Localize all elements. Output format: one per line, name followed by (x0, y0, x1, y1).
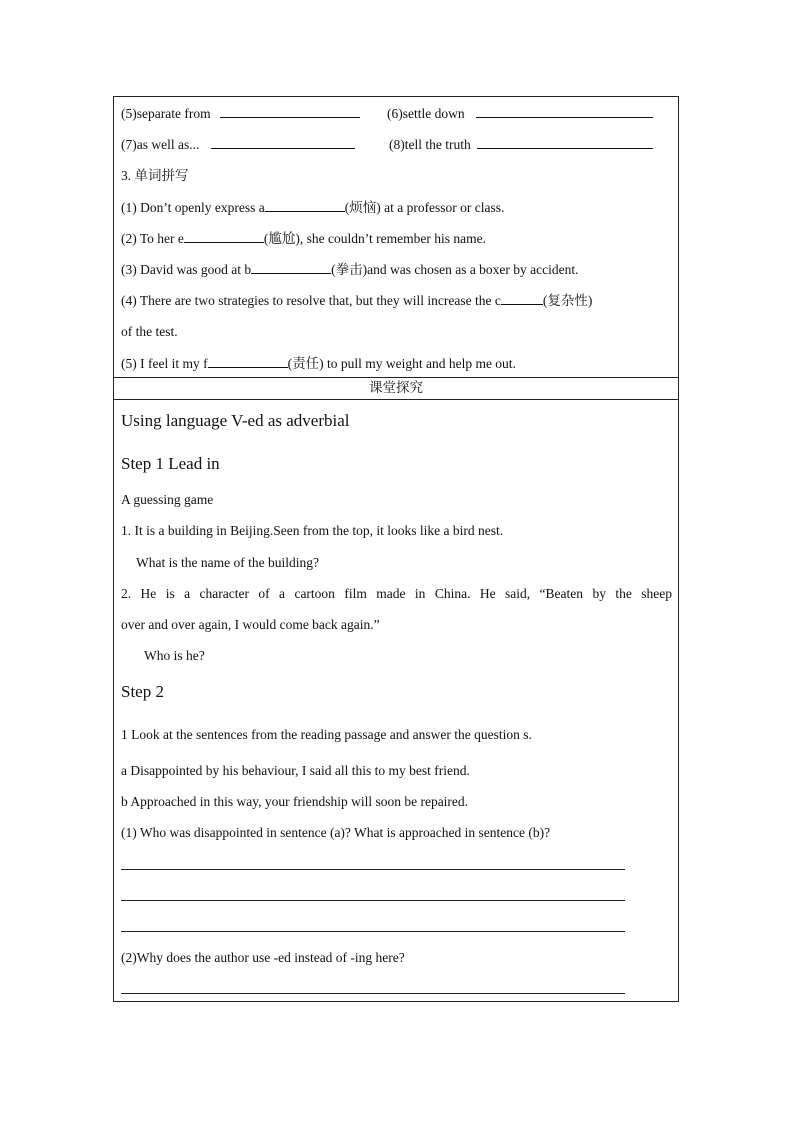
main-title: Using language V-ed as adverbial (121, 411, 350, 430)
row-divider-top (114, 377, 678, 378)
phrase-8-blank[interactable] (477, 136, 653, 149)
spelling-item-4: (4) There are two strategies to resolve that, but they will increase the c (复杂性) (121, 293, 593, 308)
phrase-8: (8)tell the truth (389, 137, 471, 152)
step2-instruction: 1 Look at the sentences from the reading passage and answer the question s. (121, 727, 532, 742)
phrase-row-2-right (389, 136, 653, 154)
step1-title: Step 1 Lead in (121, 454, 220, 473)
step2-sentence-b: b Approached in this way, your friendship will soon be repaired. (121, 794, 469, 809)
spelling-item-5: (5) I feel it my f (责任) to pull my weight and help me out. (121, 356, 516, 371)
spelling-1-blank[interactable] (265, 199, 345, 212)
step1-question-2-line2: over and over again, I would come back again.” (121, 617, 380, 632)
spelling-item-3: (3) David was good at b (拳击)and was chosen as a boxer by accident. (121, 262, 579, 277)
spelling-5-blank[interactable] (208, 355, 288, 368)
answer-line-4[interactable] (121, 993, 625, 994)
spelling-4-blank[interactable] (501, 292, 543, 305)
phrase-5: (5)separate from (121, 106, 211, 121)
phrase-row-1-right (387, 105, 653, 123)
answer-line-2[interactable] (121, 900, 625, 901)
spelling-item-2: (2) To her e (尴尬), she couldn’t remember his name. (121, 231, 486, 246)
phrase-row-2 (121, 136, 355, 154)
step2-question-2: (2)Why does the author use -ed instead of -ing here? (121, 950, 405, 965)
phrase-7-blank[interactable] (211, 136, 355, 149)
step1-question-1-ask: What is the name of the building? (136, 555, 319, 570)
spelling-item-1: (1) Don’t openly express a (烦恼) at a professor or class. (121, 200, 505, 215)
worksheet-table (113, 96, 679, 1002)
spelling-2-blank[interactable] (184, 230, 264, 243)
step2-question-1: (1) Who was disappointed in sentence (a)? What is approached in sentence (b)? (121, 825, 551, 840)
step2-sentence-a: a Disappointed by his behaviour, I said all this to my best friend. (121, 763, 470, 778)
phrase-6-blank[interactable] (476, 105, 653, 118)
spelling-item-4-cont: of the test. (121, 324, 178, 339)
section-header: 课堂探究 (369, 380, 423, 395)
step1-question-2-line1: 2. He is a character of a cartoon film made in China. He said, “Beaten by the sheep (121, 586, 672, 601)
row-divider-bottom (114, 399, 678, 400)
spelling-heading: 3. 单词拼写 (121, 168, 189, 183)
step1-question-1: 1. It is a building in Beijing.Seen from the top, it looks like a bird nest. (121, 523, 504, 538)
answer-line-1[interactable] (121, 869, 625, 870)
phrase-7: (7)as well as... (121, 137, 200, 152)
answer-line-3[interactable] (121, 931, 625, 932)
step2-title: Step 2 (121, 682, 164, 701)
phrase-5-blank[interactable] (220, 105, 360, 118)
step1-question-2-ask: Who is he? (144, 648, 205, 663)
phrase-6: (6)settle down (387, 106, 465, 121)
step1-intro: A guessing game (121, 492, 214, 507)
spelling-3-blank[interactable] (251, 261, 331, 274)
phrase-row-1 (121, 105, 360, 123)
